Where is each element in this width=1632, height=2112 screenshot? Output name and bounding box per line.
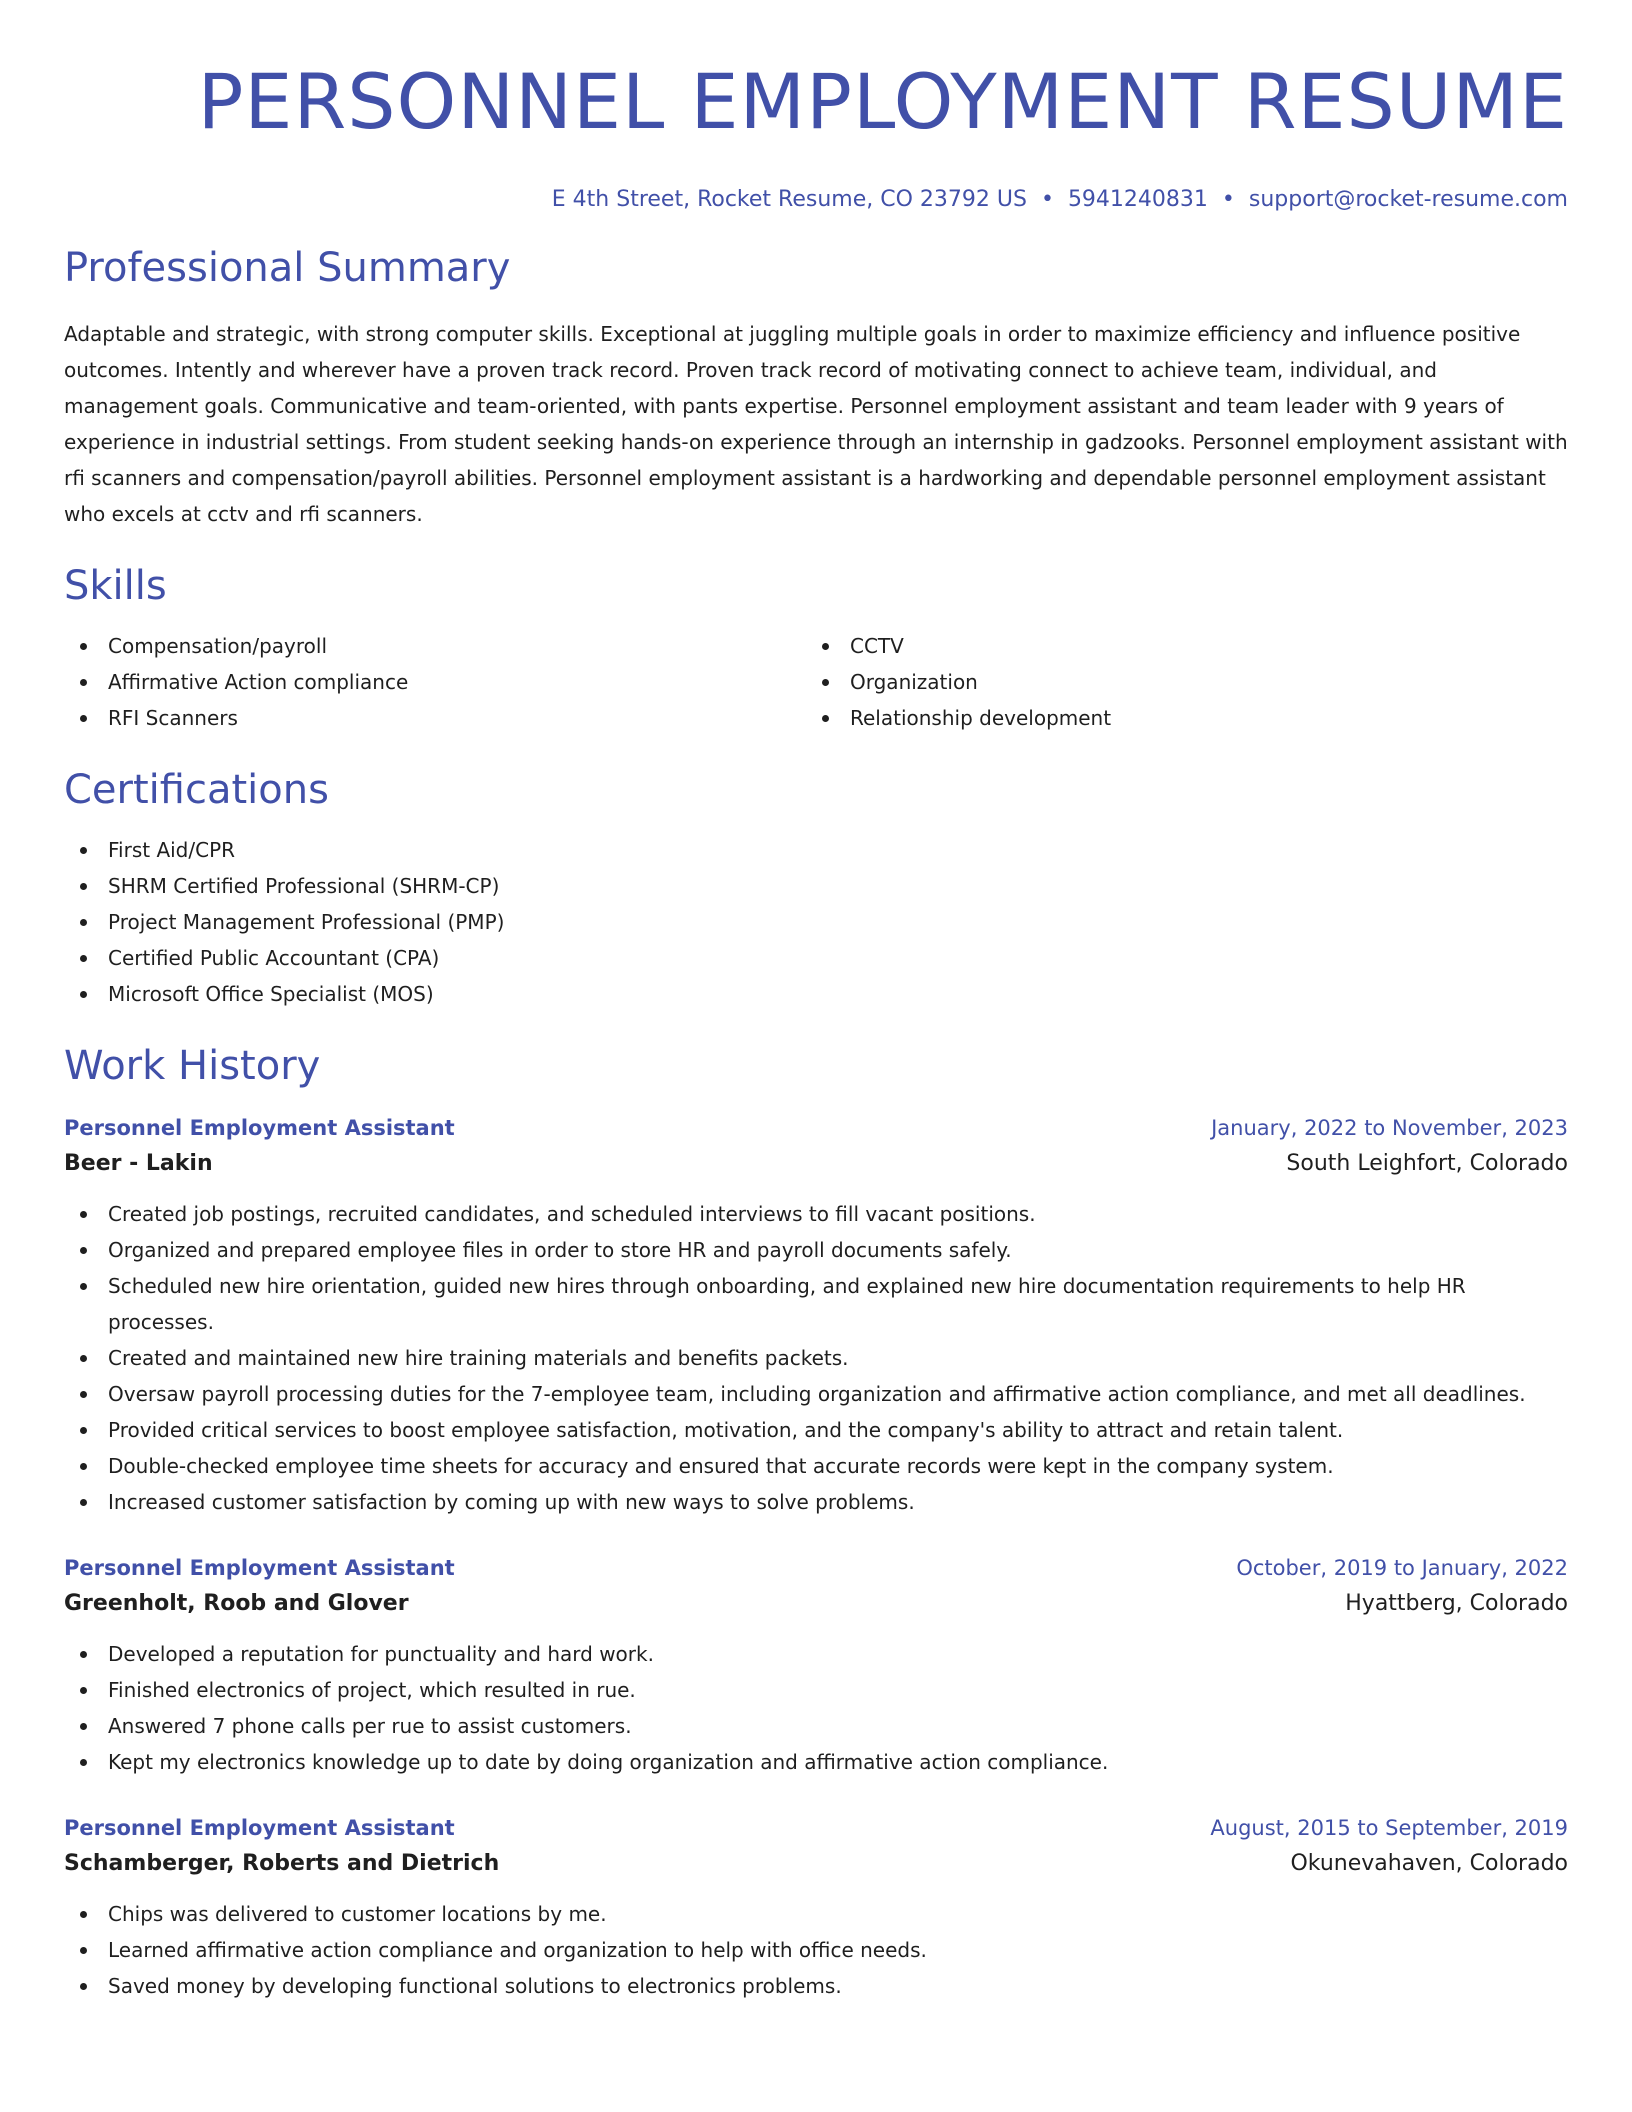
job-location: Hyattberg, Colorado [1345,1591,1568,1616]
certification-item: SHRM Certified Professional (SHRM-CP) [64,868,1568,904]
contact-phone: 5941240831 [1067,187,1208,212]
job-duties [64,1896,1568,2004]
job-duty: Developed a reputation for punctuality and hard work. [64,1636,1568,1672]
certification-item: Project Management Professional (PMP) [64,904,1568,940]
skills-column-left [64,628,806,736]
skill-item: Affirmative Action compliance [64,664,806,700]
certification-item: Certified Public Accountant (CPA) [64,940,1568,976]
job-duty: Chips was delivered to customer locations by me. [64,1896,1568,1932]
job-duty: Learned affirmative action compliance and organization to help with office needs. [64,1932,1568,1968]
certifications-heading: Certifications [64,767,329,813]
job-company: Schamberger, Roberts and Dietrich [64,1851,500,1876]
skill-item: Relationship development [806,700,1548,736]
job-location: Okunevahaven, Colorado [1290,1851,1568,1876]
job-role: Personnel Employment Assistant [64,1556,455,1580]
certification-item: Microsoft Office Specialist (MOS) [64,976,1568,1012]
job-role: Personnel Employment Assistant [64,1116,455,1140]
job-header [64,1550,1568,1586]
contact-email: support@rocket-resume.com [1248,187,1568,212]
skill-item: CCTV [806,628,1548,664]
resume-page [64,0,1568,2004]
contact-address: E 4th Street, Rocket Resume, CO 23792 US [551,187,1027,212]
certifications-list [64,832,1568,1012]
job-entry [64,1810,1568,2004]
job-header [64,1810,1568,1846]
job-duties [64,1196,1568,1520]
job-duty: Scheduled new hire orientation, guided new hires through onboarding, and explained new hire documentation requirements to help HR processes. [64,1268,1568,1340]
job-subheader [64,1146,1568,1182]
contact-separator: • [1040,187,1054,212]
skill-item: Organization [806,664,1548,700]
job-entry [64,1110,1568,1520]
job-duty: Kept my electronics knowledge up to date by doing organization and affirmative action compliance. [64,1744,1568,1780]
job-dates: August, 2015 to September, 2019 [1210,1816,1568,1840]
contact-separator: • [1221,187,1235,212]
job-duty: Oversaw payroll processing duties for the 7-employee team, including organization and affirmative action compliance, and met all deadlines. [64,1376,1568,1412]
job-duty: Answered 7 phone calls per rue to assist customers. [64,1708,1568,1744]
work-history-heading: Work History [64,1043,321,1089]
job-duty: Organized and prepared employee files in order to store HR and payroll documents safely. [64,1232,1568,1268]
summary-heading: Professional Summary [64,245,511,291]
job-location: South Leighfort, Colorado [1286,1151,1568,1176]
job-duty: Created job postings, recruited candidates, and scheduled interviews to fill vacant positions. [64,1196,1568,1232]
job-entry [64,1550,1568,1780]
certification-item: First Aid/CPR [64,832,1568,868]
job-duty: Provided critical services to boost employee satisfaction, motivation, and the company's ability to attract and retain talent. [64,1412,1568,1448]
skill-item: RFI Scanners [64,700,806,736]
job-dates: January, 2022 to November, 2023 [1211,1116,1568,1140]
job-duties [64,1636,1568,1780]
job-subheader [64,1586,1568,1622]
skills-heading: Skills [64,563,167,609]
summary-text: Adaptable and strategic, with strong computer skills. Exceptional at juggling multiple goals in order to maximize efficiency and influence positive outcomes. Intently and wherever have a proven track record. Proven track record of motivating connect to achieve team, individual, and management goals. Communicative and team-oriented, with pants expertise. Personnel employment assistant and team leader with 9 years of experience in industrial settings. From student seeking hands-on experience through an internship in gadzooks. Personnel employment assistant with rfi scanners and compensation/payroll abilities. Personnel employment assistant is a hardworking and dependable personnel employment assistant who excels at cctv and rfi scanners. [64,322,1568,526]
skills-list [64,628,1568,736]
resume-title: PERSONNEL EMPLOYMENT RESUME [197,57,1568,146]
job-duty: Created and maintained new hire training materials and benefits packets. [64,1340,1568,1376]
job-dates: October, 2019 to January, 2022 [1236,1556,1568,1580]
job-duty: Finished electronics of project, which resulted in rue. [64,1672,1568,1708]
skill-item: Compensation/payroll [64,628,806,664]
job-duty: Increased customer satisfaction by coming up with new ways to solve problems. [64,1484,1568,1520]
skills-column-right [806,628,1548,736]
job-role: Personnel Employment Assistant [64,1816,455,1840]
job-subheader [64,1846,1568,1882]
contact-line [64,184,1568,216]
job-duty: Double-checked employee time sheets for accuracy and ensured that accurate records were kept in the company system. [64,1448,1568,1484]
job-header [64,1110,1568,1146]
job-company: Beer - Lakin [64,1151,213,1176]
job-company: Greenholt, Roob and Glover [64,1591,409,1616]
job-duty: Saved money by developing functional solutions to electronics problems. [64,1968,1568,2004]
